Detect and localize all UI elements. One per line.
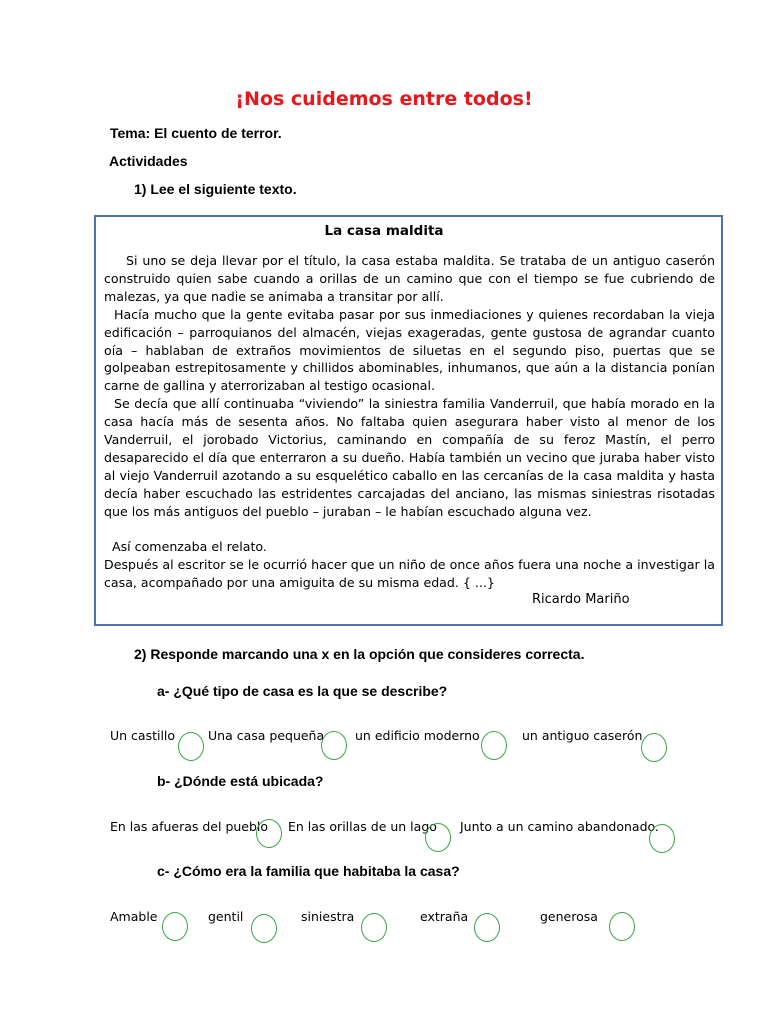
option-label: extraña	[420, 909, 469, 924]
actividades-heading: Actividades	[109, 153, 188, 169]
tema-heading: Tema: El cuento de terror.	[110, 125, 282, 141]
story-paragraph: Después al escritor se le ocurrió hacer que un niño de once años fuera una noche a investigar la casa, acompañado por una amiguita de su misma edad. { ...}	[104, 557, 715, 591]
answer-circle-a4[interactable]	[641, 733, 667, 762]
story-paragraph: Si uno se deja llevar por el título, la casa estaba maldita. Se trataba de un antiguo caserón construido quien sabe cuando a orillas de un camino que con el tiempo se fue cubriendo de malezas, ya que nadie se animaba a transitar por allí.	[104, 253, 715, 304]
story-text	[104, 252, 715, 592]
answer-circle-c5[interactable]	[609, 912, 635, 941]
option-label: En las afueras del pueblo	[110, 819, 269, 834]
answer-circle-b1[interactable]	[256, 819, 282, 848]
page-title: ¡Nos cuidemos entre todos!	[235, 88, 533, 110]
answer-circle-c3[interactable]	[361, 913, 387, 942]
option-label: Una casa pequeña	[208, 728, 325, 743]
story-paragraph: Hacía mucho que la gente evitaba pasar por sus inmediaciones y quienes recordaban la vieja edificación – parroquianos del almacén, viejas exageradas, gente gustosa de agrandar cuanto oía – hablaban de extraños movimientos de siluetas en el segundo piso, puertas que se golpeaban estrepitosamente y chillidos abominables, inhumanos, que aún a la distancia ponían carne de gallina y aterrorizaban al testigo ocasional.	[104, 306, 715, 394]
answer-circle-b3[interactable]	[649, 824, 675, 853]
option-label: Amable	[110, 909, 158, 924]
option-label: Junto a un camino abandonado.	[460, 819, 659, 834]
answer-circle-a3[interactable]	[481, 731, 507, 760]
question-c: c- ¿Cómo era la familia que habitaba la casa?	[157, 863, 460, 879]
step-2-instruction: 2) Responde marcando una x en la opción que consideres correcta.	[134, 646, 585, 662]
answer-circle-c4[interactable]	[474, 913, 500, 942]
step-1-instruction: 1) Lee el siguiente texto.	[134, 181, 297, 197]
question-a: a- ¿Qué tipo de casa es la que se describe?	[157, 683, 448, 699]
option-label: un edificio moderno	[355, 728, 480, 743]
option-label: En las orillas de un lago	[288, 819, 437, 834]
option-label: generosa	[540, 909, 598, 924]
story-title: La casa maldita	[324, 223, 444, 239]
answer-circle-a1[interactable]	[178, 732, 204, 761]
answer-circle-c2[interactable]	[251, 914, 277, 943]
answer-circle-c1[interactable]	[162, 912, 188, 941]
option-label: un antiguo caserón	[522, 728, 643, 743]
option-label: siniestra	[301, 909, 355, 924]
story-author: Ricardo Mariño	[532, 592, 630, 607]
option-label: gentil	[208, 909, 244, 924]
story-paragraph: Se decía que allí continuaba “viviendo” la siniestra familia Vanderruil, que había morado en la casa hacía más de sesenta años. No faltaba quien asegurara haber visto al menor de los Vanderruil, el jorobado Victorius, caminando en compañía de su feroz Mastín, el perro desaparecido el día que enterraron a su dueño. Había también un vecino que juraba haber visto al viejo Vanderruil azotando a su esquelético caballo en las cercanías de la casa maldita y hasta decía haber escuchado las estridentes carcajadas del anciano, las mismas siniestras risotadas que los más antiguos del pueblo – juraban – le habían escuchado alguna vez.	[104, 396, 715, 519]
story-paragraph: Así comenzaba el relato.	[112, 539, 267, 555]
answer-circle-b2[interactable]	[425, 823, 451, 852]
answer-circle-a2[interactable]	[321, 731, 347, 760]
question-b: b- ¿Dónde está ubicada?	[157, 773, 324, 789]
option-label: Un castillo	[110, 728, 176, 743]
